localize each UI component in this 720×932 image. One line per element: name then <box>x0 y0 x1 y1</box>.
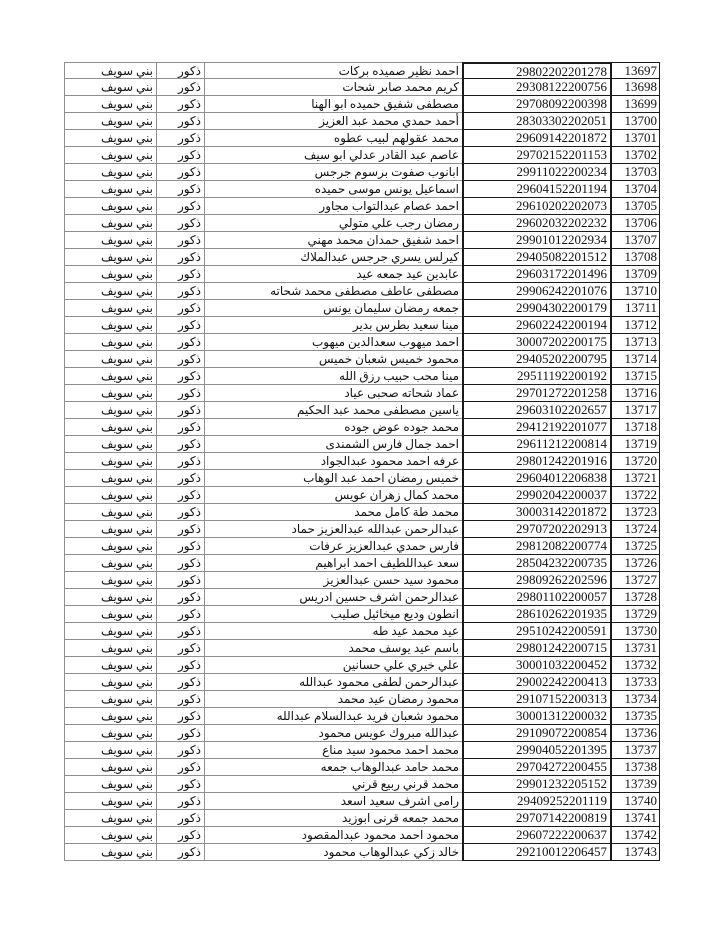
governorate-cell: بني سويف <box>64 96 157 113</box>
national-id-cell: 29308122200756 <box>462 79 612 96</box>
table-row <box>64 691 660 708</box>
governorate-cell: بني سويف <box>64 640 157 657</box>
name-cell: رامى اشرف سعيد اسعد <box>205 793 462 810</box>
governorate-cell: بني سويف <box>64 810 157 827</box>
national-id-cell: 29602242200194 <box>462 317 612 334</box>
governorate-cell: بني سويف <box>64 215 157 232</box>
governorate-cell: بني سويف <box>64 198 157 215</box>
governorate-cell: بني سويف <box>64 62 157 79</box>
gender-cell: ذكور <box>157 538 205 555</box>
gender-cell: ذكور <box>157 232 205 249</box>
serial-cell: 13720 <box>612 453 660 470</box>
national-id-cell: 29405202200795 <box>462 351 612 368</box>
name-cell: مينا محب حبيب رزق الله <box>205 368 462 385</box>
serial-cell: 13741 <box>612 810 660 827</box>
name-cell: محمد حامد عبدالوهاب جمعه <box>205 759 462 776</box>
gender-cell: ذكور <box>157 147 205 164</box>
national-id-cell: 29611212200814 <box>462 436 612 453</box>
governorate-cell: بني سويف <box>64 130 157 147</box>
name-cell: احمد نظير صميده بركات <box>205 62 462 79</box>
governorate-cell: بني سويف <box>64 79 157 96</box>
name-cell: عبدالرحمن لطفى محمود عبدالله <box>205 674 462 691</box>
national-id-cell: 29801102200057 <box>462 589 612 606</box>
gender-cell: ذكور <box>157 198 205 215</box>
national-id-cell: 29602032202232 <box>462 215 612 232</box>
governorate-cell: بني سويف <box>64 691 157 708</box>
serial-cell: 13729 <box>612 606 660 623</box>
table-row <box>64 147 660 164</box>
governorate-cell: بني سويف <box>64 249 157 266</box>
national-id-cell: 29511192200192 <box>462 368 612 385</box>
national-id-cell: 29906242201076 <box>462 283 612 300</box>
table-row <box>64 283 660 300</box>
table-row <box>64 385 660 402</box>
serial-cell: 13739 <box>612 776 660 793</box>
gender-cell: ذكور <box>157 844 205 861</box>
table-row <box>64 96 660 113</box>
table-row <box>64 130 660 147</box>
national-id-cell: 28303302202051 <box>462 113 612 130</box>
national-id-cell: 29809262202596 <box>462 572 612 589</box>
table-row <box>64 521 660 538</box>
national-id-cell: 29901012202934 <box>462 232 612 249</box>
name-cell: احمد عصام عبدالتواب مجاور <box>205 198 462 215</box>
national-id-cell: 29904302200179 <box>462 300 612 317</box>
serial-cell: 13715 <box>612 368 660 385</box>
gender-cell: ذكور <box>157 504 205 521</box>
national-id-cell: 29002242200413 <box>462 674 612 691</box>
name-cell: عبدالله مبروك عويس محمود <box>205 725 462 742</box>
national-id-cell: 29510242200591 <box>462 623 612 640</box>
name-cell: فارس حمدي عبدالعزيز عرفات <box>205 538 462 555</box>
serial-cell: 13719 <box>612 436 660 453</box>
table-row <box>64 572 660 589</box>
table-row <box>64 844 660 861</box>
gender-cell: ذكور <box>157 725 205 742</box>
national-id-cell: 30007202200175 <box>462 334 612 351</box>
governorate-cell: بني سويف <box>64 402 157 419</box>
gender-cell: ذكور <box>157 470 205 487</box>
name-cell: اسماعيل يونس موسى حميده <box>205 181 462 198</box>
gender-cell: ذكور <box>157 708 205 725</box>
name-cell: انطون وديع ميخائيل صليب <box>205 606 462 623</box>
serial-cell: 13727 <box>612 572 660 589</box>
name-cell: عماد شحاته صحبى عياد <box>205 385 462 402</box>
name-cell: خالد زكي عبدالوهاب محمود <box>205 844 462 861</box>
serial-cell: 13734 <box>612 691 660 708</box>
governorate-cell: بني سويف <box>64 181 157 198</box>
serial-cell: 13730 <box>612 623 660 640</box>
national-id-cell: 30001032200452 <box>462 657 612 674</box>
serial-cell: 13733 <box>612 674 660 691</box>
governorate-cell: بني سويف <box>64 300 157 317</box>
table-row <box>64 300 660 317</box>
governorate-cell: بني سويف <box>64 368 157 385</box>
name-cell: علي خيري علي حسانين <box>205 657 462 674</box>
name-cell: احمد جمال فارس الشمندى <box>205 436 462 453</box>
serial-cell: 13725 <box>612 538 660 555</box>
serial-cell: 13711 <box>612 300 660 317</box>
table-row <box>64 725 660 742</box>
table-row <box>64 79 660 96</box>
national-id-cell: 29107152200313 <box>462 691 612 708</box>
serial-cell: 13706 <box>612 215 660 232</box>
serial-cell: 13698 <box>612 79 660 96</box>
serial-cell: 13742 <box>612 827 660 844</box>
serial-cell: 13723 <box>612 504 660 521</box>
table-row <box>64 708 660 725</box>
gender-cell: ذكور <box>157 776 205 793</box>
serial-cell: 13721 <box>612 470 660 487</box>
serial-cell: 13732 <box>612 657 660 674</box>
table-row <box>64 504 660 521</box>
serial-cell: 13718 <box>612 419 660 436</box>
name-cell: عرفه احمد محمود عبدالجواد <box>205 453 462 470</box>
name-cell: خميس رمضان احمد عبد الوهاب <box>205 470 462 487</box>
national-id-cell: 29802202201278 <box>462 62 612 79</box>
gender-cell: ذكور <box>157 810 205 827</box>
table-row <box>64 351 660 368</box>
governorate-cell: بني سويف <box>64 317 157 334</box>
table-row <box>64 266 660 283</box>
governorate-cell: بني سويف <box>64 776 157 793</box>
table-row <box>64 810 660 827</box>
serial-cell: 13716 <box>612 385 660 402</box>
serial-cell: 13710 <box>612 283 660 300</box>
serial-cell: 13737 <box>612 742 660 759</box>
name-cell: محمد جمعه قرنى ابوزيد <box>205 810 462 827</box>
gender-cell: ذكور <box>157 555 205 572</box>
governorate-cell: بني سويف <box>64 487 157 504</box>
name-cell: مصطفى شفيق حميده ابو الهنا <box>205 96 462 113</box>
gender-cell: ذكور <box>157 334 205 351</box>
name-cell: كيرلس يسري جرجس عبدالملاك <box>205 249 462 266</box>
name-cell: جمعه رمضان سليمان يونس <box>205 300 462 317</box>
serial-cell: 13740 <box>612 793 660 810</box>
serial-cell: 13743 <box>612 844 660 861</box>
serial-cell: 13704 <box>612 181 660 198</box>
national-id-cell: 29708092200398 <box>462 96 612 113</box>
name-cell: ابانوب صفوت برسوم جرجس <box>205 164 462 181</box>
gender-cell: ذكور <box>157 283 205 300</box>
national-id-cell: 29603172201496 <box>462 266 612 283</box>
serial-cell: 13707 <box>612 232 660 249</box>
gender-cell: ذكور <box>157 113 205 130</box>
national-id-cell: 29707142200819 <box>462 810 612 827</box>
national-id-cell: 29109072200854 <box>462 725 612 742</box>
governorate-cell: بني سويف <box>64 844 157 861</box>
governorate-cell: بني سويف <box>64 470 157 487</box>
governorate-cell: بني سويف <box>64 572 157 589</box>
gender-cell: ذكور <box>157 640 205 657</box>
national-id-cell: 29607222200637 <box>462 827 612 844</box>
gender-cell: ذكور <box>157 487 205 504</box>
gender-cell: ذكور <box>157 606 205 623</box>
serial-cell: 13731 <box>612 640 660 657</box>
name-cell: محمود احمد محمود عبدالمقصود <box>205 827 462 844</box>
serial-cell: 13708 <box>612 249 660 266</box>
name-cell: سعد عبداللطيف احمد ابراهيم <box>205 555 462 572</box>
table-row <box>64 419 660 436</box>
governorate-cell: بني سويف <box>64 759 157 776</box>
gender-cell: ذكور <box>157 436 205 453</box>
table-row <box>64 402 660 419</box>
name-cell: محمد عقولهم لبيب عطوه <box>205 130 462 147</box>
serial-cell: 13714 <box>612 351 660 368</box>
name-cell: عبدالرحمن عبدالله عبدالعزيز حماد <box>205 521 462 538</box>
name-cell: محمد طة كامل محمد <box>205 504 462 521</box>
name-cell: محمد كمال زهران عويس <box>205 487 462 504</box>
governorate-cell: بني سويف <box>64 674 157 691</box>
gender-cell: ذكور <box>157 623 205 640</box>
table-row <box>64 249 660 266</box>
governorate-cell: بني سويف <box>64 504 157 521</box>
national-id-cell: 29604012206838 <box>462 470 612 487</box>
governorate-cell: بني سويف <box>64 589 157 606</box>
serial-cell: 13701 <box>612 130 660 147</box>
table-row <box>64 198 660 215</box>
table-row <box>64 674 660 691</box>
gender-cell: ذكور <box>157 368 205 385</box>
serial-cell: 13709 <box>612 266 660 283</box>
governorate-cell: بني سويف <box>64 623 157 640</box>
table-row <box>64 436 660 453</box>
gender-cell: ذكور <box>157 674 205 691</box>
national-id-cell: 29812082200774 <box>462 538 612 555</box>
governorate-cell: بني سويف <box>64 266 157 283</box>
name-cell: أحمد حمدي محمد عبد العزيز <box>205 113 462 130</box>
national-id-cell: 29801242200715 <box>462 640 612 657</box>
table-row <box>64 742 660 759</box>
name-cell: ياسين مصطفى محمد عبد الحكيم <box>205 402 462 419</box>
gender-cell: ذكور <box>157 130 205 147</box>
serial-cell: 13728 <box>612 589 660 606</box>
national-id-cell: 29610202202073 <box>462 198 612 215</box>
governorate-cell: بني سويف <box>64 725 157 742</box>
gender-cell: ذكور <box>157 793 205 810</box>
table-row <box>64 623 660 640</box>
governorate-cell: بني سويف <box>64 555 157 572</box>
gender-cell: ذكور <box>157 521 205 538</box>
table-row <box>64 453 660 470</box>
serial-cell: 13724 <box>612 521 660 538</box>
table-row <box>64 538 660 555</box>
table-row <box>64 164 660 181</box>
name-cell: محمد جوده عوض جوده <box>205 419 462 436</box>
national-id-cell: 29801242201916 <box>462 453 612 470</box>
serial-cell: 13702 <box>612 147 660 164</box>
gender-cell: ذكور <box>157 317 205 334</box>
table-row <box>64 640 660 657</box>
serial-cell: 13735 <box>612 708 660 725</box>
national-id-cell: 29210012206457 <box>462 844 612 861</box>
name-cell: رمضان رجب علي متولي <box>205 215 462 232</box>
table-row <box>64 113 660 130</box>
table-row <box>64 470 660 487</box>
national-id-cell: 28504232200735 <box>462 555 612 572</box>
table-row <box>64 62 660 79</box>
gender-cell: ذكور <box>157 266 205 283</box>
governorate-cell: بني سويف <box>64 436 157 453</box>
gender-cell: ذكور <box>157 249 205 266</box>
governorate-cell: بني سويف <box>64 283 157 300</box>
table-row <box>64 334 660 351</box>
national-id-cell: 29904052201395 <box>462 742 612 759</box>
serial-cell: 13736 <box>612 725 660 742</box>
national-id-cell: 29702152201153 <box>462 147 612 164</box>
name-cell: احمد ميهوب سعدالدين ميهوب <box>205 334 462 351</box>
national-id-cell: 29603102202657 <box>462 402 612 419</box>
gender-cell: ذكور <box>157 691 205 708</box>
name-cell: مصطفى عاطف مصطفى محمد شحاته <box>205 283 462 300</box>
governorate-cell: بني سويف <box>64 538 157 555</box>
national-id-cell: 29412192201077 <box>462 419 612 436</box>
table-row <box>64 368 660 385</box>
governorate-cell: بني سويف <box>64 164 157 181</box>
gender-cell: ذكور <box>157 402 205 419</box>
serial-cell: 13712 <box>612 317 660 334</box>
gender-cell: ذكور <box>157 453 205 470</box>
gender-cell: ذكور <box>157 419 205 436</box>
name-cell: كريم محمد صابر شحات <box>205 79 462 96</box>
governorate-cell: بني سويف <box>64 742 157 759</box>
serial-cell: 13703 <box>612 164 660 181</box>
governorate-cell: بني سويف <box>64 521 157 538</box>
national-id-cell: 29704272200455 <box>462 759 612 776</box>
gender-cell: ذكور <box>157 62 205 79</box>
national-id-cell: 29409252201119 <box>462 793 612 810</box>
gender-cell: ذكور <box>157 759 205 776</box>
governorate-cell: بني سويف <box>64 606 157 623</box>
governorate-cell: بني سويف <box>64 147 157 164</box>
governorate-cell: بني سويف <box>64 453 157 470</box>
serial-cell: 13697 <box>612 62 660 79</box>
governorate-cell: بني سويف <box>64 419 157 436</box>
gender-cell: ذكور <box>157 827 205 844</box>
name-cell: مينا سعيد بطرس بدير <box>205 317 462 334</box>
governorate-cell: بني سويف <box>64 793 157 810</box>
table-row <box>64 487 660 504</box>
national-id-cell: 29701272201258 <box>462 385 612 402</box>
table-row <box>64 776 660 793</box>
serial-cell: 13713 <box>612 334 660 351</box>
table-row <box>64 181 660 198</box>
name-cell: محمود سيد حسن عبدالعزيز <box>205 572 462 589</box>
governorate-cell: بني سويف <box>64 657 157 674</box>
table-row <box>64 317 660 334</box>
gender-cell: ذكور <box>157 385 205 402</box>
table-row <box>64 606 660 623</box>
national-id-cell: 30003142201872 <box>462 504 612 521</box>
governorate-cell: بني سويف <box>64 113 157 130</box>
serial-cell: 13699 <box>612 96 660 113</box>
name-cell: محمد احمد محمود سيد مناع <box>205 742 462 759</box>
gender-cell: ذكور <box>157 589 205 606</box>
serial-cell: 13717 <box>612 402 660 419</box>
gender-cell: ذكور <box>157 96 205 113</box>
serial-cell: 13722 <box>612 487 660 504</box>
gender-cell: ذكور <box>157 572 205 589</box>
national-id-cell: 29707202202913 <box>462 521 612 538</box>
gender-cell: ذكور <box>157 215 205 232</box>
table-row <box>64 793 660 810</box>
table-row <box>64 657 660 674</box>
governorate-cell: بني سويف <box>64 334 157 351</box>
records-table <box>64 62 660 861</box>
table-row <box>64 215 660 232</box>
name-cell: محمد قرني ربيع قرني <box>205 776 462 793</box>
name-cell: محمود شعبان فريد عبدالسلام عبدالله <box>205 708 462 725</box>
table-row <box>64 589 660 606</box>
national-id-cell: 29405082201512 <box>462 249 612 266</box>
serial-cell: 13705 <box>612 198 660 215</box>
national-id-cell: 29604152201194 <box>462 181 612 198</box>
name-cell: محمود خميس شعبان خميس <box>205 351 462 368</box>
gender-cell: ذكور <box>157 742 205 759</box>
gender-cell: ذكور <box>157 181 205 198</box>
serial-cell: 13700 <box>612 113 660 130</box>
table-row <box>64 759 660 776</box>
national-id-cell: 29901232205152 <box>462 776 612 793</box>
national-id-cell: 30001312200032 <box>462 708 612 725</box>
serial-cell: 13738 <box>612 759 660 776</box>
table-row <box>64 555 660 572</box>
governorate-cell: بني سويف <box>64 351 157 368</box>
table-row <box>64 827 660 844</box>
name-cell: عيد محمد عيد طه <box>205 623 462 640</box>
serial-cell: 13726 <box>612 555 660 572</box>
gender-cell: ذكور <box>157 351 205 368</box>
national-id-cell: 28610262201935 <box>462 606 612 623</box>
name-cell: باسم عيد يوسف محمد <box>205 640 462 657</box>
name-cell: محمود رمضان عيد محمد <box>205 691 462 708</box>
name-cell: عاصم عبد القادر عدلي ابو سيف <box>205 147 462 164</box>
governorate-cell: بني سويف <box>64 232 157 249</box>
national-id-cell: 29911022200234 <box>462 164 612 181</box>
national-id-cell: 29902042200037 <box>462 487 612 504</box>
gender-cell: ذكور <box>157 79 205 96</box>
name-cell: عبدالرحمن اشرف حسين ادريس <box>205 589 462 606</box>
name-cell: عابدين عيد جمعه عيد <box>205 266 462 283</box>
national-id-cell: 29609142201872 <box>462 130 612 147</box>
gender-cell: ذكور <box>157 300 205 317</box>
gender-cell: ذكور <box>157 164 205 181</box>
table-row <box>64 232 660 249</box>
gender-cell: ذكور <box>157 657 205 674</box>
governorate-cell: بني سويف <box>64 708 157 725</box>
name-cell: احمد شفيق حمدان محمد مهني <box>205 232 462 249</box>
governorate-cell: بني سويف <box>64 385 157 402</box>
governorate-cell: بني سويف <box>64 827 157 844</box>
